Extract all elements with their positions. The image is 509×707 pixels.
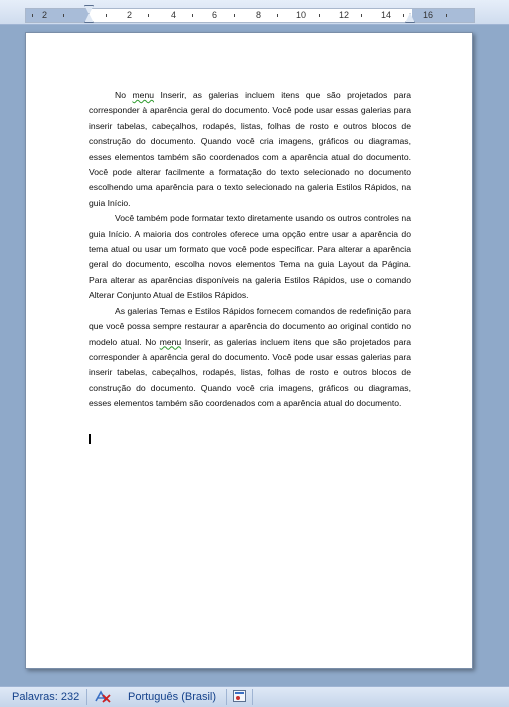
ruler-tick	[63, 14, 64, 17]
ruler-tick	[446, 14, 447, 17]
paragraph-text: No	[115, 90, 133, 100]
macro-record-icon[interactable]	[233, 690, 246, 702]
document-body[interactable]	[89, 88, 411, 412]
ruler-number: 16	[423, 10, 434, 20]
proofing-errors-icon[interactable]	[94, 689, 112, 705]
ruler-number: 4	[171, 10, 177, 20]
ruler-tick	[277, 14, 278, 17]
ruler-number: 6	[212, 10, 218, 20]
paragraph-text: Inserir, as galerias incluem itens que são projetados para corresponder à aparência geral do documento. Você pode usar essas galerias para inserir tabelas, cabeçalhos, rodapés, listas, folhas de rosto e outros blocos de construção do documento. Quando você cria imagens, gráficos ou diagramas, esses elementos também são coordenados com a aparência atual do documento. Você pode alterar facilmente a formatação do texto selecionado no documento escolhendo uma aparência para o texto selecionado na galeria Estilos Rápidos, na guia Início.	[89, 90, 411, 208]
ruler-number: 10	[296, 10, 307, 20]
ruler-tick	[234, 14, 235, 17]
language-indicator[interactable]: Português (Brasil)	[128, 691, 217, 703]
word-count[interactable]: Palavras: 232	[12, 691, 80, 703]
document-page[interactable]	[25, 32, 473, 669]
ruler-tick	[32, 14, 33, 17]
status-divider	[226, 689, 227, 705]
ruler-number: 2	[127, 10, 133, 20]
ruler-tick	[106, 14, 107, 17]
spelling-flagged-word[interactable]: menu	[159, 336, 182, 347]
paragraph-text: As galerias Temas e Estilos Rápidos fornecem comandos de redefinição para que você possa sempre restaurar a aparência do documento ao original contido no modelo atual. No	[89, 305, 411, 347]
paragraph[interactable]	[89, 88, 411, 211]
ruler-tick	[148, 14, 149, 17]
ruler-tick	[361, 14, 362, 17]
ruler-tick	[403, 14, 404, 17]
paragraph[interactable]	[89, 304, 411, 412]
paragraph-text: Você também pode formatar texto diretamente usando os outros controles na guia Início. A maioria dos controles oferece uma opção entre usar a aparência do tema atual ou usar um formato que você pode especificar. Para alterar a aparência geral do documento, escolha novos elementos Tema na guia Layout da Página. Para alterar as aparências disponíveis na galeria Estilos Rápidos, use o comando Alterar Conjunto Atual de Estilos Rápidos.	[89, 213, 411, 301]
status-divider	[86, 689, 87, 705]
ruler-left-margin	[26, 9, 89, 22]
ruler-number: 2	[42, 10, 48, 20]
ruler-number: 12	[339, 10, 350, 20]
ruler-tick	[319, 14, 320, 17]
ruler-number: 8	[256, 10, 262, 20]
status-divider	[252, 689, 253, 705]
paragraph[interactable]	[89, 211, 411, 303]
ruler-tick	[192, 14, 193, 17]
paragraph-text: Inserir, as galerias incluem itens que são projetados para corresponder à aparência geral do documento. Você pode usar essas galerias para inserir tabelas, cabeçalhos, rodapés, listas, folhas de rosto e outros blocos de construção do documento. Quando você cria imagens, gráficos ou diagramas, esses elementos também são coordenados com a aparência atual do documento.	[89, 336, 412, 409]
horizontal-ruler[interactable]	[0, 0, 509, 25]
ruler-right-margin	[412, 9, 474, 22]
spelling-flagged-word[interactable]: menu	[132, 90, 155, 100]
status-bar	[0, 686, 509, 707]
ruler-number: 14	[381, 10, 392, 20]
text-cursor	[89, 434, 91, 444]
